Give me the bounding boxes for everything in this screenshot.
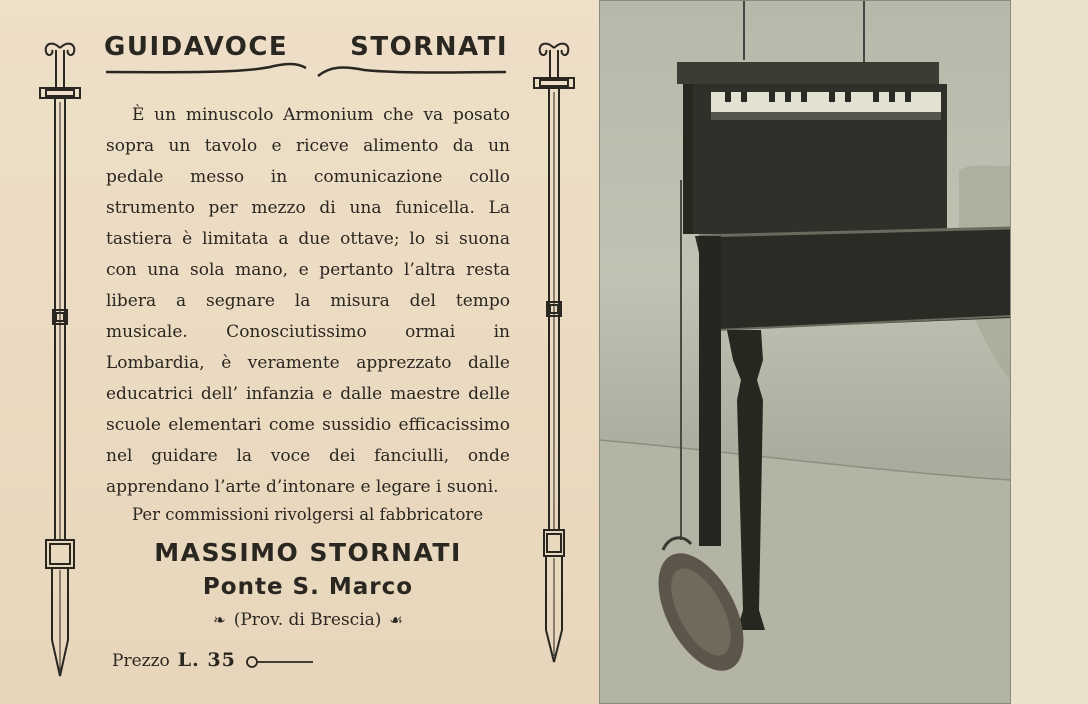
- left-sword-ornament: [38, 40, 82, 680]
- province-text: (Prov. di Brescia): [233, 610, 382, 630]
- price-label: Prezzo: [112, 651, 170, 671]
- commission-line: Per commissioni rivolgersi al fabbricatore: [132, 505, 484, 524]
- heading-word-2: STORNATI: [350, 32, 508, 62]
- price-line: [112, 646, 315, 675]
- price-amount: L. 35: [177, 649, 236, 671]
- price-flourish-icon: [245, 655, 315, 669]
- description: [106, 100, 510, 503]
- harmonium-photo: [599, 0, 1011, 704]
- right-sword-ornament: [532, 40, 576, 680]
- fleuron-left-icon: ❧: [213, 611, 226, 629]
- province-line: [106, 606, 510, 634]
- maker-block: [106, 536, 510, 604]
- maker-place: Ponte S. Marco: [202, 574, 414, 600]
- description-paragraph: È un minuscolo Armonium che va posato sopra un tavolo e riceve alimento da un pedale messo in comunicazione collo strumento per mezzo di una funicella. La tastiera è limitata a due ottave; lo si suona con una sola mano, e pertanto l’altra resta libera a segnare la misura del tempo musicale. Conosciutissimo ormai in Lombardia, è veramente apprezzato dalle educatrici dell’ infanzia e dalle maestre delle scuole elementari come sussidio efficacissimo nel guidare la voce dei fanciulli, onde apprendano l’arte d’intonare e legare i suoni.: [106, 105, 510, 497]
- heading-underline-flourish: [104, 32, 508, 82]
- fleuron-right-icon: ☙: [389, 611, 403, 629]
- heading-word-1: GUIDAVOCE: [104, 32, 289, 62]
- maker-name: MASSIMO STORNATI: [154, 538, 462, 567]
- right-margin: [1011, 0, 1088, 704]
- harmonium-illustration: [599, 0, 1011, 704]
- heading: [104, 32, 508, 82]
